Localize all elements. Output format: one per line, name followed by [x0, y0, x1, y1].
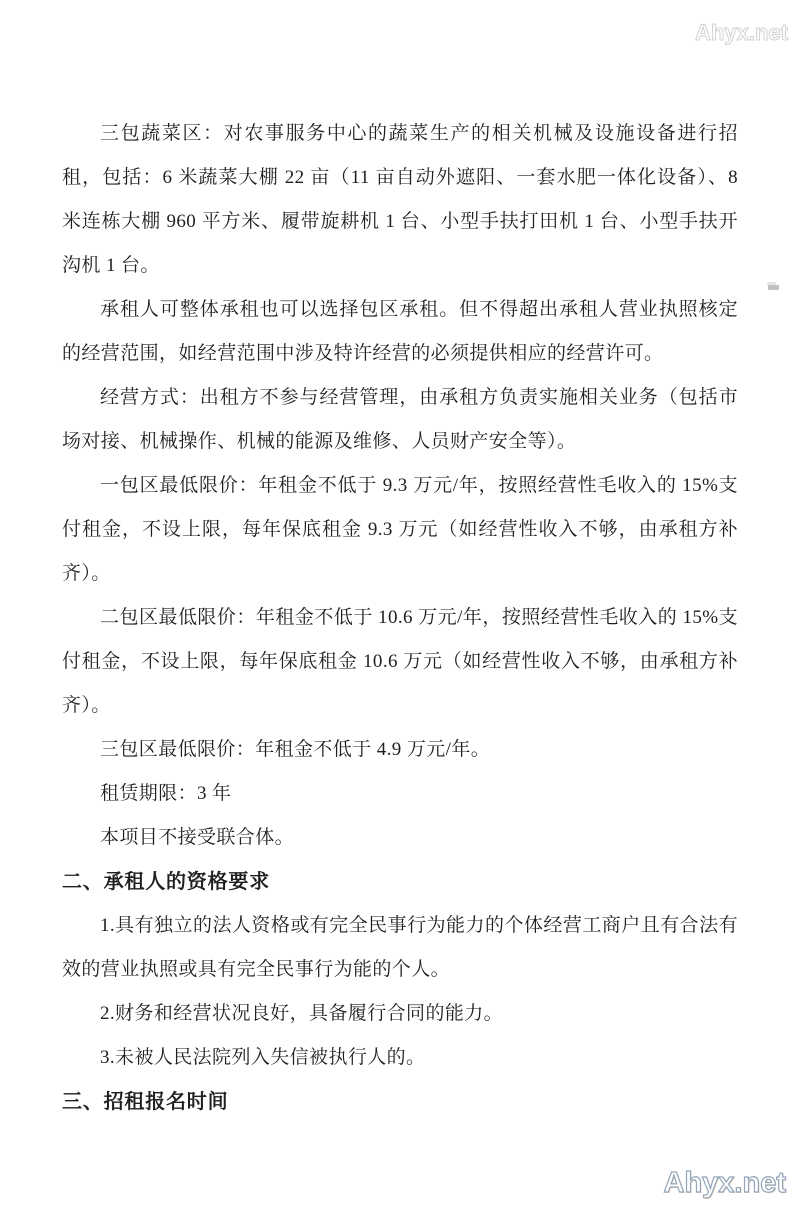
heading-section3-registration-time: 三、招租报名时间 — [62, 1091, 229, 1113]
watermark-top-right: Ahyx.net — [695, 20, 788, 45]
paragraph-lease-term: 租赁期限：3 年 — [100, 783, 232, 804]
paragraph-qualification-2: 2.财务和经营状况良好，具备履行合同的能力。 — [100, 1003, 504, 1024]
heading-section2-lessee-qualifications: 二、承租人的资格要求 — [62, 871, 270, 893]
paragraph-zone3-minimum-price: 三包区最低限价：年租金不低于 4.9 万元/年。 — [100, 739, 491, 760]
scan-artifact-speck — [768, 285, 779, 290]
paragraph-zone1-minimum-price: 一包区最低限价：年租金不低于 9.3 万元/年，按照经营性毛收入的 15%支付租金，不设上限，每年保底租金 9.3 万元（如经营性收入不够，由承租方补齐）。 — [62, 475, 738, 584]
document-content — [62, 0, 738, 1124]
paragraph-qualification-3: 3.未被人民法院列入失信被执行人的。 — [100, 1047, 426, 1068]
paragraph-operation-mode: 经营方式：出租方不参与经营管理，由承租方负责实施相关业务（包括市场对接、机械操作、机械的能源及维修、人员财产安全等）。 — [62, 387, 738, 452]
paragraph-lease-scope: 承租人可整体承租也可以选择包区承租。但不得超出承租人营业执照核定的经营范围，如经营范围中涉及特许经营的必须提供相应的经营许可。 — [62, 299, 738, 364]
paragraph-no-consortium: 本项目不接受联合体。 — [100, 827, 295, 848]
paragraph-zone2-minimum-price: 二包区最低限价：年租金不低于 10.6 万元/年，按照经营性毛收入的 15%支付租金，不设上限，每年保底租金 10.6 万元（如经营性收入不够，由承租方补齐）。 — [62, 607, 738, 716]
watermark-bottom-right: Ahyx.net — [663, 1167, 786, 1199]
paragraph-qualification-1: 1.具有独立的法人资格或有完全民事行为能力的个体经营工商户且有合法有效的营业执照或具有完全民事行为能的个人。 — [62, 915, 738, 980]
paragraph-section3-vegetable-zone: 三包蔬菜区：对农事服务中心的蔬菜生产的相关机械及设施设备进行招租，包括：6 米蔬菜大棚 22 亩（11 亩自动外遮阳、一套水肥一体化设备）、8 米连栋大棚 960 平方米、履带旋耕机 1 台、小型手扶打田机 1 台、小型手扶开沟机 1 台。 — [62, 123, 738, 276]
